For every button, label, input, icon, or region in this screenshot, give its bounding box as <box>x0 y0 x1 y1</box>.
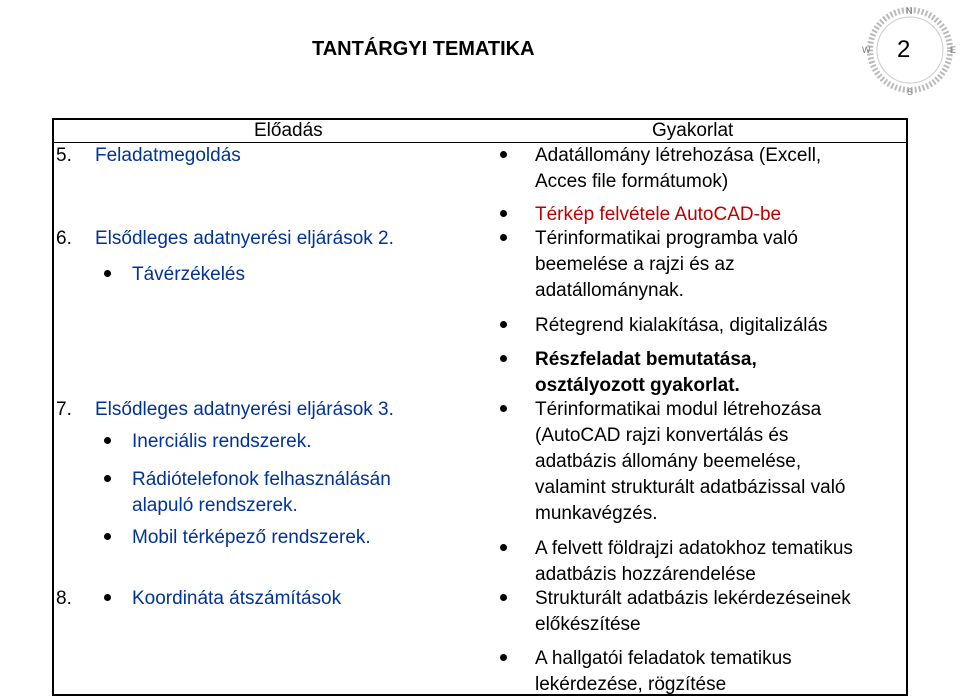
bullet-icon <box>500 151 507 158</box>
practice-item-text: (AutoCAD rajzi konvertálás és <box>535 425 789 446</box>
lecture-number: 5. <box>56 145 72 166</box>
practice-item-text: valamint strukturált adatbázissal való <box>535 477 846 498</box>
practice-item-text: A hallgatói feladatok tematikus <box>535 648 792 669</box>
bullet-icon <box>500 210 507 217</box>
bullet-icon <box>104 475 111 482</box>
bullet-icon <box>500 234 507 241</box>
page-number: 2 <box>897 36 911 63</box>
practice-item-text: adatbázis hozzárendelése <box>535 564 756 585</box>
bullet-icon <box>104 533 111 540</box>
practice-item-text: Térkép felvétele AutoCAD-be <box>535 204 782 225</box>
practice-item-text: Térinformatikai programba való <box>535 228 798 249</box>
practice-item-text: adatbázis állomány beemelése, <box>535 451 802 472</box>
bullet-icon <box>500 654 507 661</box>
practice-item-text: Acces file formátumok) <box>535 171 729 192</box>
practice-item-text: Rétegrend kialakítása, digitalizálás <box>535 315 828 336</box>
lecture-title: Feladatmegoldás <box>95 145 241 166</box>
bullet-icon <box>500 544 507 551</box>
lecture-number: 7. <box>56 399 72 420</box>
bullet-icon <box>104 270 111 277</box>
practice-item-text: munkavégzés. <box>535 503 658 524</box>
practice-item-text: osztályozott gyakorlat. <box>535 375 740 396</box>
practice-item-text: Térinformatikai modul létrehozása <box>535 399 822 420</box>
column-header-lecture: Előadás <box>254 120 323 141</box>
lecture-title: Elsődleges adatnyerési eljárások 3. <box>95 399 394 420</box>
lecture-number: 6. <box>56 228 72 249</box>
lecture-subtopic: Távérzékelés <box>132 264 245 285</box>
lecture-title: Elsődleges adatnyerési eljárások 2. <box>95 228 394 249</box>
column-header-practice: Gyakorlat <box>652 120 734 141</box>
compass-east-label: E <box>950 45 957 55</box>
practice-item-text: előkészítése <box>535 614 641 635</box>
bullet-icon <box>104 594 111 601</box>
compass-south-label: S <box>907 87 914 97</box>
lecture-number: 8. <box>56 588 72 609</box>
lecture-title: Koordináta átszámítások <box>132 588 342 609</box>
practice-item-text: A felvett földrajzi adatokhoz tematikus <box>535 538 853 559</box>
practice-item-text: lekérdezése, rögzítése <box>535 674 727 695</box>
practice-item-text: adatállománynak. <box>535 280 684 301</box>
practice-item-text: Adatállomány létrehozása (Excell, <box>535 145 822 166</box>
bullet-icon <box>500 321 507 328</box>
bullet-icon <box>500 355 507 362</box>
page-title: TANTÁRGYI TEMATIKA <box>312 38 535 60</box>
bullet-icon <box>500 594 507 601</box>
compass-west-label: W <box>862 45 871 55</box>
lecture-subtopic: Inerciális rendszerek. <box>132 431 312 452</box>
practice-item-text: Strukturált adatbázis lekérdezéseinek <box>535 588 851 609</box>
lecture-subtopic: Rádiótelefonok felhasználásán <box>132 469 391 490</box>
compass-north-label: N <box>906 6 913 16</box>
lecture-subtopic: Mobil térképező rendszerek. <box>132 527 371 548</box>
bullet-icon <box>104 437 111 444</box>
bullet-icon <box>500 405 507 412</box>
practice-item-text: beemelése a rajzi és az <box>535 254 735 275</box>
practice-item-text: Részfeladat bemutatása, <box>535 349 757 370</box>
lecture-subtopic: alapuló rendszerek. <box>132 495 298 516</box>
